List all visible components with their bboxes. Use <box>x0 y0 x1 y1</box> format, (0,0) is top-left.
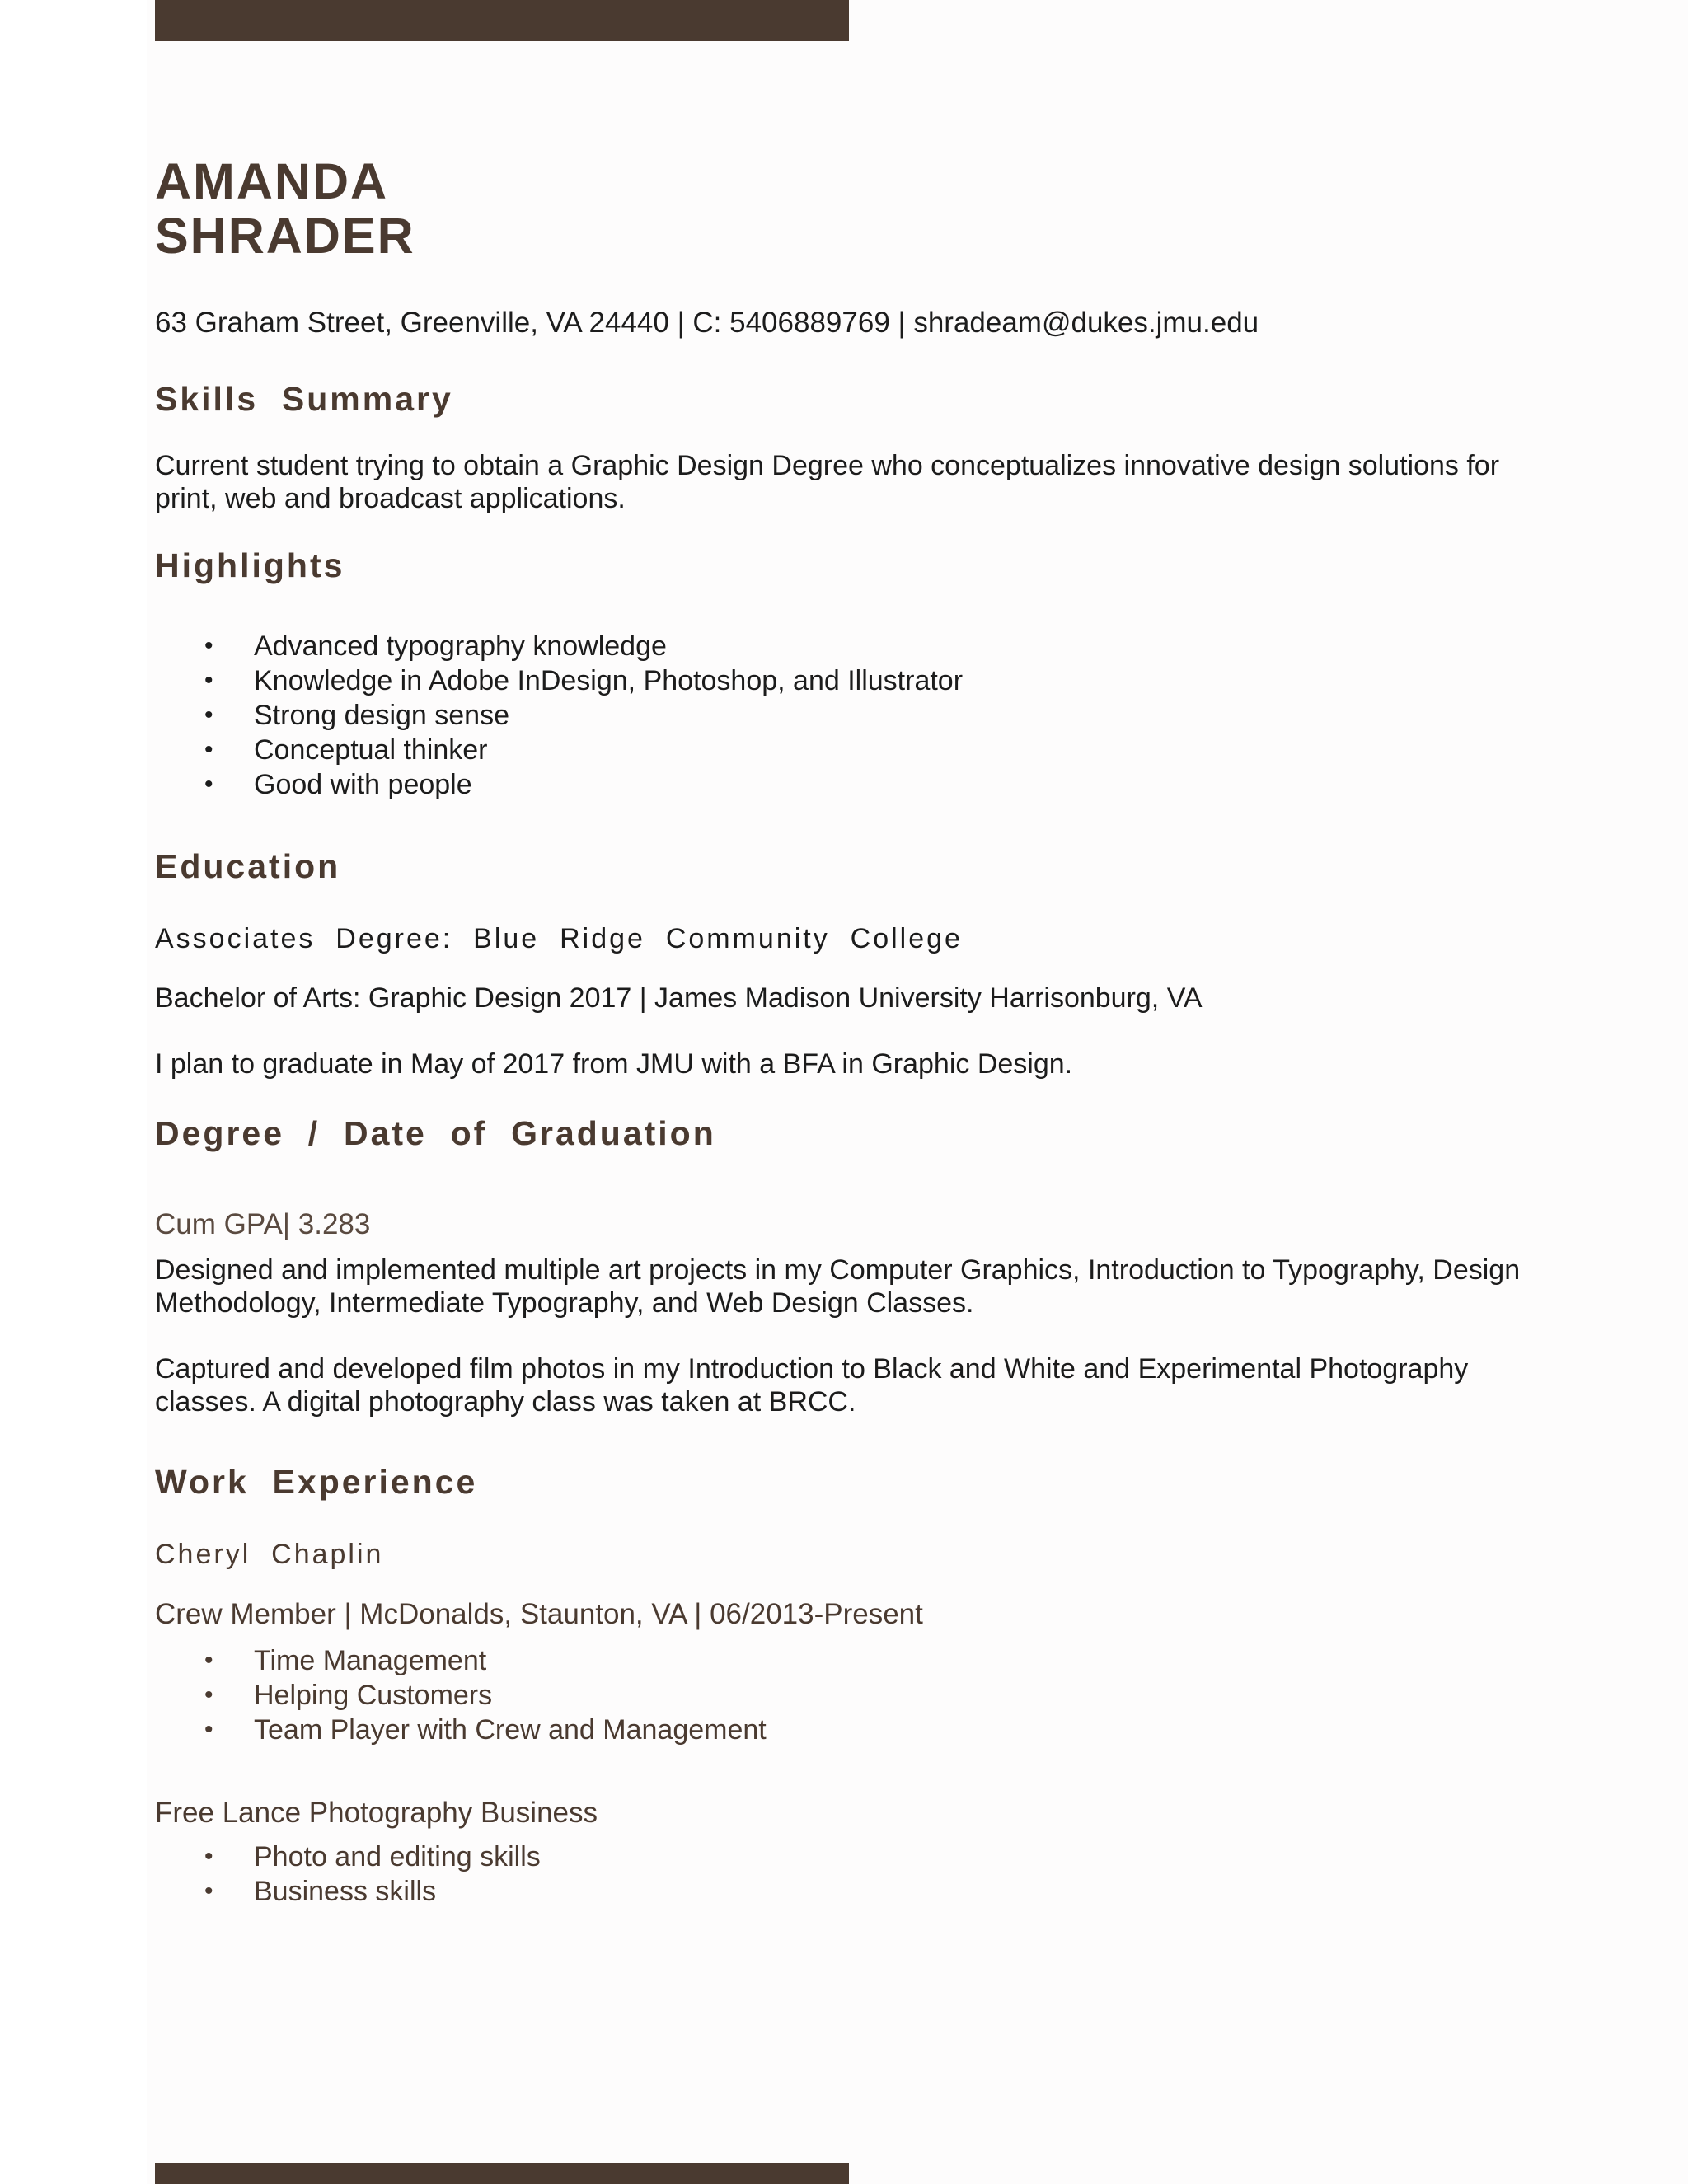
bullet-icon: • <box>204 1716 213 1743</box>
list-item: • Knowledge in Adobe InDesign, Photoshop, and Illustrator <box>204 665 964 696</box>
list-item: • Helping Customers <box>204 1680 493 1711</box>
name-last: SHRADER <box>155 208 415 264</box>
job1-duties-list <box>155 1643 767 1747</box>
photography-text: Captured and developed film photos in my Introduction to Black and White and Experimental Photography classes. A digital photography class was taken at BRCC. <box>155 1353 1469 1418</box>
highlights-heading: Highlights <box>155 546 345 584</box>
skills-summary-heading: Skills Summary <box>155 380 453 418</box>
bullet-icon: • <box>204 701 213 729</box>
contact-line: 63 Graham Street, Greenville, VA 24440 | C: 5406889769 | shradeam@dukes.jmu.edu <box>155 307 1259 339</box>
skills-summary-text: Current student trying to obtain a Graphic Design Degree who conceptualizes innovative design solutions for print, web and broadcast applications. <box>155 450 1500 514</box>
bullet-icon: • <box>204 771 213 798</box>
bullet-icon: • <box>204 1877 213 1905</box>
work-experience-heading: Work Experience <box>155 1463 478 1501</box>
list-item: • Advanced typography knowledge <box>204 630 667 662</box>
highlights-list <box>155 629 963 802</box>
resume-name <box>155 154 415 263</box>
education-heading: Education <box>155 847 341 885</box>
gpa-line: Cum GPA| 3.283 <box>155 1208 371 1240</box>
job-title-photography: Free Lance Photography Business <box>155 1797 598 1829</box>
top-accent-bar <box>155 0 849 41</box>
list-item: • Business skills <box>204 1876 437 1907</box>
list-item: • Photo and editing skills <box>204 1841 541 1872</box>
bullet-icon: • <box>204 1681 213 1708</box>
bullet-icon: • <box>204 632 213 659</box>
bottom-accent-bar <box>155 2163 849 2184</box>
bullet-icon: • <box>204 1843 213 1870</box>
bullet-icon: • <box>204 1647 213 1674</box>
degree-heading: Degree / Date of Graduation <box>155 1114 716 1152</box>
name-first: AMANDA <box>155 153 389 209</box>
list-item: • Team Player with Crew and Management <box>204 1714 767 1746</box>
graduation-plan: I plan to graduate in May of 2017 from JMU with a BFA in Graphic Design. <box>155 1048 1073 1080</box>
job-title-mcdonalds: Crew Member | McDonalds, Staunton, VA | 06/2013-Present <box>155 1598 923 1630</box>
job2-duties-list <box>155 1840 541 1909</box>
list-item: • Conceptual thinker <box>204 734 488 766</box>
list-item: • Strong design sense <box>204 700 509 731</box>
bachelor-degree: Bachelor of Arts: Graphic Design 2017 | James Madison University Harrisonburg, VA <box>155 982 1203 1014</box>
reference-name: Cheryl Chaplin <box>155 1539 384 1570</box>
bullet-icon: • <box>204 667 213 694</box>
art-projects-text: Designed and implemented multiple art projects in my Computer Graphics, Introduction to Typography, Design Methodology, Intermediate Typography, and Web Design Classes. <box>155 1254 1521 1319</box>
associates-degree: Associates Degree: Blue Ridge Community College <box>155 923 963 954</box>
list-item: • Good with people <box>204 769 472 800</box>
list-item: • Time Management <box>204 1645 487 1676</box>
bullet-icon: • <box>204 736 213 763</box>
